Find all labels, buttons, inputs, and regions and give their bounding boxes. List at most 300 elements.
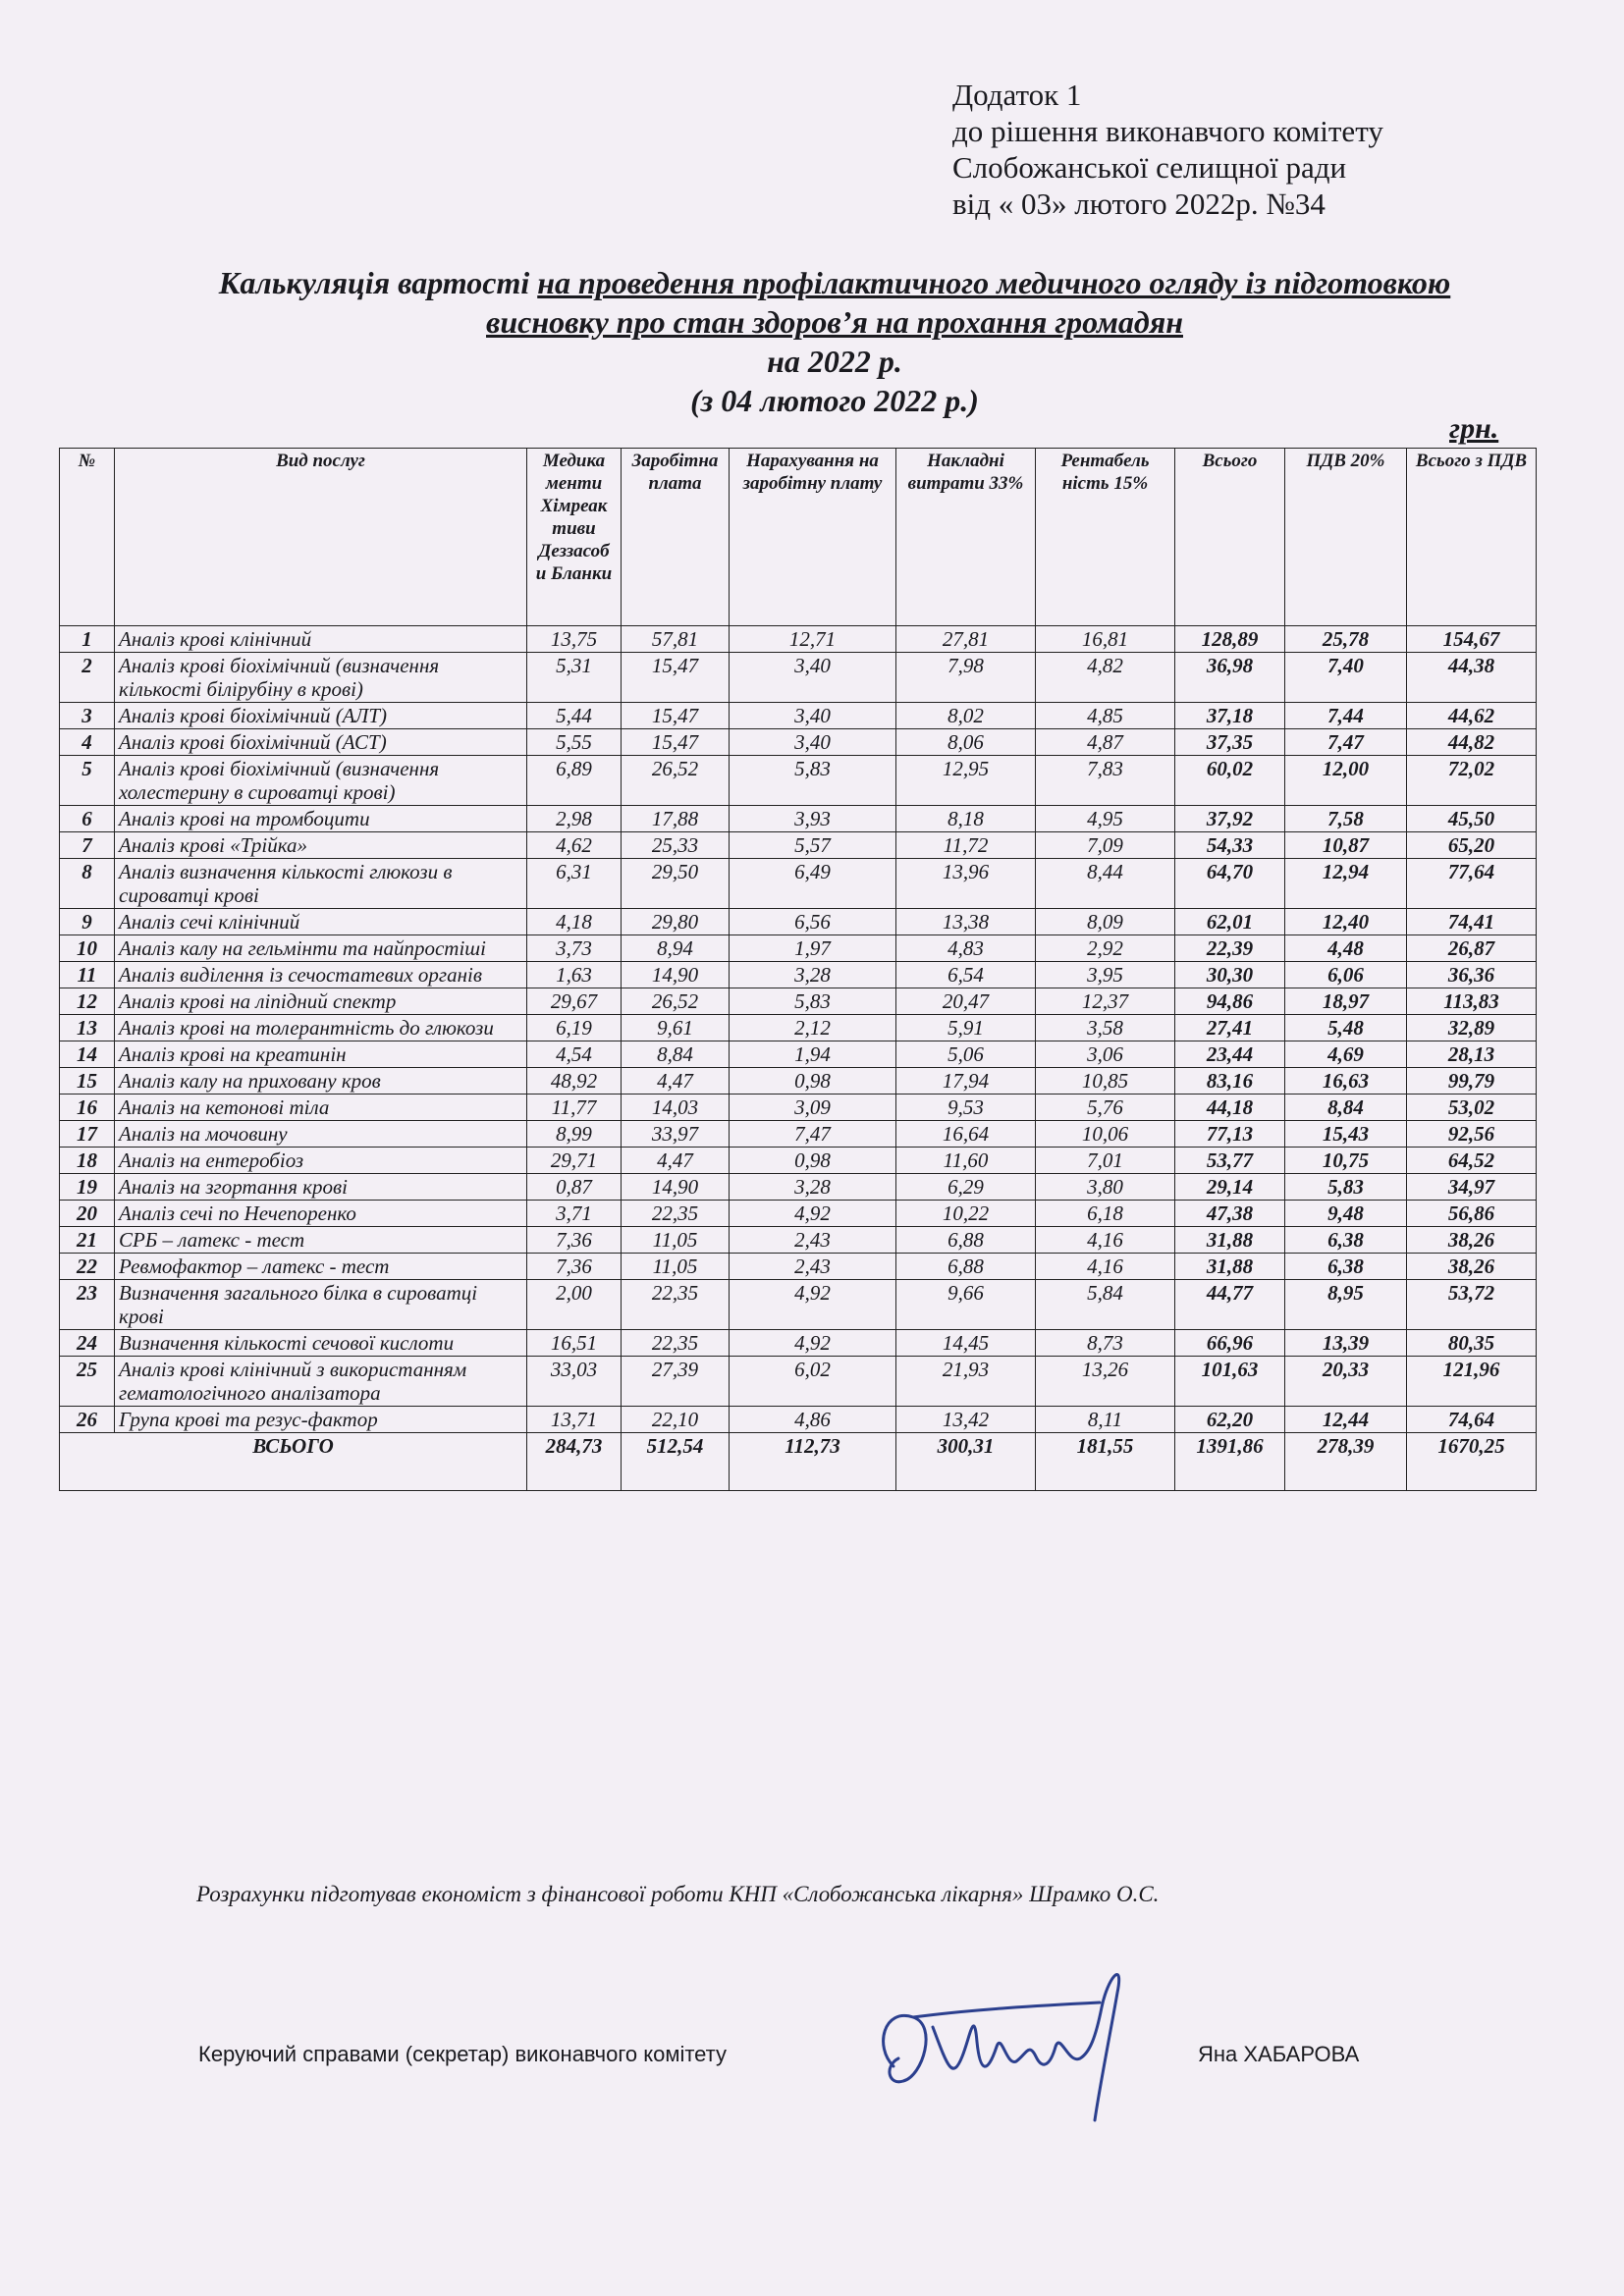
row-number: 14	[60, 1041, 115, 1068]
row-vat: 9,48	[1285, 1201, 1407, 1227]
row-service: Аналіз на ентеробіоз	[115, 1148, 527, 1174]
row-salary: 29,80	[622, 909, 730, 935]
title-year: на 2022 р.	[767, 344, 902, 379]
annex-line-4: від « 03» лютого 2022р. №34	[952, 187, 1326, 221]
row-total-vat: 38,26	[1407, 1254, 1537, 1280]
row-number: 12	[60, 988, 115, 1015]
row-meds: 16,51	[527, 1330, 622, 1357]
row-overhead: 17,94	[896, 1068, 1036, 1095]
table-row	[60, 1227, 1537, 1254]
row-number: 21	[60, 1227, 115, 1254]
row-meds: 6,89	[527, 756, 622, 806]
row-profit: 3,80	[1036, 1174, 1175, 1201]
row-service: Аналіз крові біохімічний (АСТ)	[115, 729, 527, 756]
row-meds: 2,98	[527, 806, 622, 832]
row-overhead: 13,96	[896, 859, 1036, 909]
row-meds: 7,36	[527, 1254, 622, 1280]
row-number: 4	[60, 729, 115, 756]
row-service: Аналіз калу на приховану кров	[115, 1068, 527, 1095]
row-overhead: 20,47	[896, 988, 1036, 1015]
row-vat: 6,06	[1285, 962, 1407, 988]
row-meds: 2,00	[527, 1280, 622, 1330]
row-salary: 11,05	[622, 1227, 730, 1254]
row-service: Аналіз виділення із сечостатевих органів	[115, 962, 527, 988]
row-number: 1	[60, 626, 115, 653]
row-profit: 3,06	[1036, 1041, 1175, 1068]
row-overhead: 27,81	[896, 626, 1036, 653]
table-row	[60, 626, 1537, 653]
row-accrual: 3,09	[730, 1095, 896, 1121]
row-total-vat: 34,97	[1407, 1174, 1537, 1201]
row-meds: 1,63	[527, 962, 622, 988]
row-number: 6	[60, 806, 115, 832]
row-accrual: 1,94	[730, 1041, 896, 1068]
table-row	[60, 806, 1537, 832]
row-overhead: 11,60	[896, 1148, 1036, 1174]
header-total: Всього	[1175, 449, 1285, 626]
row-salary: 57,81	[622, 626, 730, 653]
row-accrual: 4,92	[730, 1280, 896, 1330]
signatory-role: Керуючий справами (секретар) виконавчого комітету	[198, 2042, 727, 2066]
row-meds: 3,73	[527, 935, 622, 962]
row-total-vat: 99,79	[1407, 1068, 1537, 1095]
row-salary: 15,47	[622, 653, 730, 703]
table-row	[60, 1095, 1537, 1121]
row-total-vat: 28,13	[1407, 1041, 1537, 1068]
title-prefix: Калькуляція вартості	[218, 265, 538, 300]
row-service: Аналіз крові «Трійка»	[115, 832, 527, 859]
row-service: Аналіз на кетонові тіла	[115, 1095, 527, 1121]
currency-label: грн.	[1449, 412, 1499, 445]
header-profit: Рентабель ність 15%	[1036, 449, 1175, 626]
table-row	[60, 988, 1537, 1015]
row-vat: 7,44	[1285, 703, 1407, 729]
row-vat: 16,63	[1285, 1068, 1407, 1095]
row-vat: 5,83	[1285, 1174, 1407, 1201]
row-total: 62,20	[1175, 1407, 1285, 1433]
row-accrual: 6,02	[730, 1357, 896, 1407]
signatory-name: Яна ХАБАРОВА	[1198, 2042, 1360, 2066]
row-overhead: 6,88	[896, 1227, 1036, 1254]
row-vat: 8,84	[1285, 1095, 1407, 1121]
row-meds: 29,67	[527, 988, 622, 1015]
header-salary: Заробітна плата	[622, 449, 730, 626]
row-total: 83,16	[1175, 1068, 1285, 1095]
row-vat: 20,33	[1285, 1357, 1407, 1407]
table-row	[60, 1330, 1537, 1357]
table-row	[60, 1148, 1537, 1174]
row-number: 11	[60, 962, 115, 988]
row-service: Ревмофактор – латекс - тест	[115, 1254, 527, 1280]
header-service: Вид послуг	[115, 449, 527, 626]
row-vat: 5,48	[1285, 1015, 1407, 1041]
row-accrual: 4,86	[730, 1407, 896, 1433]
table-row	[60, 859, 1537, 909]
row-service: Аналіз на згортання крові	[115, 1174, 527, 1201]
row-service: Аналіз крові клінічний	[115, 626, 527, 653]
row-accrual: 5,83	[730, 756, 896, 806]
row-service: Аналіз калу на гельмінти та найпростіші	[115, 935, 527, 962]
document-title	[147, 263, 1522, 420]
row-accrual: 3,40	[730, 729, 896, 756]
row-salary: 8,94	[622, 935, 730, 962]
totals-row	[60, 1433, 1537, 1491]
row-accrual: 6,56	[730, 909, 896, 935]
row-salary: 14,03	[622, 1095, 730, 1121]
row-profit: 2,92	[1036, 935, 1175, 962]
row-salary: 26,52	[622, 756, 730, 806]
row-total-vat: 65,20	[1407, 832, 1537, 859]
row-salary: 14,90	[622, 962, 730, 988]
row-number: 15	[60, 1068, 115, 1095]
table-header-row	[60, 449, 1537, 626]
row-total: 94,86	[1175, 988, 1285, 1015]
row-total-vat: 121,96	[1407, 1357, 1537, 1407]
header-no: №	[60, 449, 115, 626]
row-total: 31,88	[1175, 1254, 1285, 1280]
row-accrual: 5,83	[730, 988, 896, 1015]
table-row	[60, 703, 1537, 729]
row-number: 20	[60, 1201, 115, 1227]
row-total-vat: 64,52	[1407, 1148, 1537, 1174]
row-total-vat: 113,83	[1407, 988, 1537, 1015]
row-total: 62,01	[1175, 909, 1285, 935]
row-number: 26	[60, 1407, 115, 1433]
header-overhead: Накладні витрати 33%	[896, 449, 1036, 626]
row-service: Аналіз крові клінічний з використанням гематологічного аналізатора	[115, 1357, 527, 1407]
row-profit: 10,85	[1036, 1068, 1175, 1095]
row-profit: 4,16	[1036, 1254, 1175, 1280]
totals-profit: 181,55	[1036, 1433, 1175, 1491]
row-total-vat: 77,64	[1407, 859, 1537, 909]
row-accrual: 2,43	[730, 1254, 896, 1280]
table-row	[60, 1121, 1537, 1148]
table-row	[60, 1201, 1537, 1227]
row-meds: 6,19	[527, 1015, 622, 1041]
row-total-vat: 45,50	[1407, 806, 1537, 832]
title-date: (з 04 лютого 2022 р.)	[690, 383, 979, 418]
row-overhead: 14,45	[896, 1330, 1036, 1357]
row-total-vat: 53,72	[1407, 1280, 1537, 1330]
row-number: 18	[60, 1148, 115, 1174]
row-vat: 7,47	[1285, 729, 1407, 756]
table-row	[60, 653, 1537, 703]
row-accrual: 3,40	[730, 653, 896, 703]
row-service: Аналіз крові на ліпідний спектр	[115, 988, 527, 1015]
row-profit: 4,87	[1036, 729, 1175, 756]
row-profit: 8,44	[1036, 859, 1175, 909]
row-accrual: 3,28	[730, 1174, 896, 1201]
row-service: Аналіз сечі по Нечепоренко	[115, 1201, 527, 1227]
row-meds: 3,71	[527, 1201, 622, 1227]
row-profit: 12,37	[1036, 988, 1175, 1015]
row-accrual: 2,12	[730, 1015, 896, 1041]
row-vat: 12,40	[1285, 909, 1407, 935]
row-total: 30,30	[1175, 962, 1285, 988]
row-number: 23	[60, 1280, 115, 1330]
row-total: 44,77	[1175, 1280, 1285, 1330]
row-vat: 8,95	[1285, 1280, 1407, 1330]
totals-total: 1391,86	[1175, 1433, 1285, 1491]
row-vat: 6,38	[1285, 1254, 1407, 1280]
row-number: 10	[60, 935, 115, 962]
row-meds: 5,55	[527, 729, 622, 756]
row-profit: 3,58	[1036, 1015, 1175, 1041]
row-total: 66,96	[1175, 1330, 1285, 1357]
row-accrual: 4,92	[730, 1201, 896, 1227]
row-vat: 7,58	[1285, 806, 1407, 832]
row-accrual: 2,43	[730, 1227, 896, 1254]
row-overhead: 4,83	[896, 935, 1036, 962]
row-salary: 22,35	[622, 1201, 730, 1227]
row-meds: 4,18	[527, 909, 622, 935]
row-profit: 4,82	[1036, 653, 1175, 703]
row-salary: 22,10	[622, 1407, 730, 1433]
row-overhead: 9,53	[896, 1095, 1036, 1121]
row-service: Аналіз крові на креатинін	[115, 1041, 527, 1068]
row-profit: 13,26	[1036, 1357, 1175, 1407]
row-meds: 11,77	[527, 1095, 622, 1121]
row-total-vat: 38,26	[1407, 1227, 1537, 1254]
row-total: 36,98	[1175, 653, 1285, 703]
row-total: 44,18	[1175, 1095, 1285, 1121]
table-row	[60, 756, 1537, 806]
row-overhead: 6,88	[896, 1254, 1036, 1280]
row-number: 3	[60, 703, 115, 729]
row-service: Визначення кількості сечової кислоти	[115, 1330, 527, 1357]
row-profit: 8,09	[1036, 909, 1175, 935]
row-total: 37,92	[1175, 806, 1285, 832]
totals-salary: 512,54	[622, 1433, 730, 1491]
row-total: 47,38	[1175, 1201, 1285, 1227]
row-total-vat: 44,62	[1407, 703, 1537, 729]
row-total: 31,88	[1175, 1227, 1285, 1254]
table-row	[60, 729, 1537, 756]
annex-line-3: Слобожанської селищної ради	[952, 150, 1347, 185]
row-salary: 25,33	[622, 832, 730, 859]
row-number: 19	[60, 1174, 115, 1201]
table-row	[60, 1174, 1537, 1201]
row-service: Аналіз сечі клінічний	[115, 909, 527, 935]
totals-vat: 278,39	[1285, 1433, 1407, 1491]
totals-meds: 284,73	[527, 1433, 622, 1491]
row-accrual: 1,97	[730, 935, 896, 962]
row-number: 2	[60, 653, 115, 703]
row-profit: 4,16	[1036, 1227, 1175, 1254]
row-total: 54,33	[1175, 832, 1285, 859]
row-meds: 5,31	[527, 653, 622, 703]
row-service: Аналіз крові біохімічний (визначення кількості білірубіну в крові)	[115, 653, 527, 703]
row-overhead: 8,06	[896, 729, 1036, 756]
row-total-vat: 26,87	[1407, 935, 1537, 962]
row-accrual: 3,40	[730, 703, 896, 729]
row-meds: 4,54	[527, 1041, 622, 1068]
row-profit: 7,83	[1036, 756, 1175, 806]
row-meds: 8,99	[527, 1121, 622, 1148]
table-row	[60, 962, 1537, 988]
row-overhead: 5,06	[896, 1041, 1036, 1068]
row-total-vat: 74,41	[1407, 909, 1537, 935]
row-salary: 29,50	[622, 859, 730, 909]
table-row	[60, 1357, 1537, 1407]
table-row	[60, 935, 1537, 962]
row-overhead: 21,93	[896, 1357, 1036, 1407]
row-overhead: 16,64	[896, 1121, 1036, 1148]
row-total-vat: 56,86	[1407, 1201, 1537, 1227]
row-service: СРБ – латекс - тест	[115, 1227, 527, 1254]
row-salary: 15,47	[622, 729, 730, 756]
row-service: Визначення загального білка в сироватці крові	[115, 1280, 527, 1330]
row-vat: 10,87	[1285, 832, 1407, 859]
row-salary: 4,47	[622, 1068, 730, 1095]
row-overhead: 9,66	[896, 1280, 1036, 1330]
row-overhead: 10,22	[896, 1201, 1036, 1227]
row-profit: 7,01	[1036, 1148, 1175, 1174]
header-vat: ПДВ 20%	[1285, 449, 1407, 626]
row-profit: 4,95	[1036, 806, 1175, 832]
row-overhead: 6,54	[896, 962, 1036, 988]
calculation-table	[59, 448, 1537, 1491]
row-accrual: 0,98	[730, 1148, 896, 1174]
row-vat: 7,40	[1285, 653, 1407, 703]
row-service: Аналіз визначення кількості глюкози в сироватці крові	[115, 859, 527, 909]
row-salary: 14,90	[622, 1174, 730, 1201]
row-number: 24	[60, 1330, 115, 1357]
row-salary: 22,35	[622, 1280, 730, 1330]
row-overhead: 13,42	[896, 1407, 1036, 1433]
row-total-vat: 44,82	[1407, 729, 1537, 756]
row-meds: 33,03	[527, 1357, 622, 1407]
row-total-vat: 32,89	[1407, 1015, 1537, 1041]
row-meds: 48,92	[527, 1068, 622, 1095]
table-row	[60, 1041, 1537, 1068]
row-total: 101,63	[1175, 1357, 1285, 1407]
row-number: 17	[60, 1121, 115, 1148]
row-number: 22	[60, 1254, 115, 1280]
row-service: Аналіз на мочовину	[115, 1121, 527, 1148]
row-salary: 8,84	[622, 1041, 730, 1068]
row-total-vat: 92,56	[1407, 1121, 1537, 1148]
row-overhead: 11,72	[896, 832, 1036, 859]
row-overhead: 7,98	[896, 653, 1036, 703]
row-meds: 5,44	[527, 703, 622, 729]
annex-line-2: до рішення виконавчого комітету	[952, 114, 1383, 148]
row-profit: 7,09	[1036, 832, 1175, 859]
row-profit: 8,11	[1036, 1407, 1175, 1433]
row-vat: 12,94	[1285, 859, 1407, 909]
header-accrual: Нарахування на заробітну плату	[730, 449, 896, 626]
row-salary: 22,35	[622, 1330, 730, 1357]
table-row	[60, 1254, 1537, 1280]
row-overhead: 5,91	[896, 1015, 1036, 1041]
row-meds: 13,75	[527, 626, 622, 653]
row-meds: 13,71	[527, 1407, 622, 1433]
table-body	[60, 626, 1537, 1433]
annex-line-1: Додаток 1	[952, 78, 1082, 112]
row-accrual: 6,49	[730, 859, 896, 909]
row-vat: 6,38	[1285, 1227, 1407, 1254]
row-profit: 5,84	[1036, 1280, 1175, 1330]
row-accrual: 3,28	[730, 962, 896, 988]
title-underlined-1: на проведення профілактичного медичного огляду із підготовкою	[537, 265, 1451, 300]
table-row	[60, 1068, 1537, 1095]
row-service: Група крові та резус-фактор	[115, 1407, 527, 1433]
row-meds: 7,36	[527, 1227, 622, 1254]
row-salary: 33,97	[622, 1121, 730, 1148]
row-vat: 13,39	[1285, 1330, 1407, 1357]
row-total-vat: 53,02	[1407, 1095, 1537, 1121]
row-number: 8	[60, 859, 115, 909]
row-total: 27,41	[1175, 1015, 1285, 1041]
row-total-vat: 36,36	[1407, 962, 1537, 988]
row-accrual: 3,93	[730, 806, 896, 832]
row-vat: 25,78	[1285, 626, 1407, 653]
row-profit: 8,73	[1036, 1330, 1175, 1357]
row-vat: 12,44	[1285, 1407, 1407, 1433]
row-service: Аналіз крові на тромбоцити	[115, 806, 527, 832]
row-vat: 18,97	[1285, 988, 1407, 1015]
row-salary: 4,47	[622, 1148, 730, 1174]
row-accrual: 12,71	[730, 626, 896, 653]
row-vat: 12,00	[1285, 756, 1407, 806]
totals-accrual: 112,73	[730, 1433, 896, 1491]
row-service: Аналіз крові на толерантність до глюкози	[115, 1015, 527, 1041]
row-total: 77,13	[1175, 1121, 1285, 1148]
table-row	[60, 909, 1537, 935]
prepared-by-note: Розрахунки підготував економіст з фінансової роботи КНП «Слобожанська лікарня» Шрамко О.С.	[196, 1882, 1160, 1906]
totals-label: ВСЬОГО	[60, 1433, 527, 1491]
row-profit: 16,81	[1036, 626, 1175, 653]
row-total: 37,18	[1175, 703, 1285, 729]
row-overhead: 12,95	[896, 756, 1036, 806]
row-number: 5	[60, 756, 115, 806]
row-meds: 4,62	[527, 832, 622, 859]
row-total-vat: 44,38	[1407, 653, 1537, 703]
row-salary: 27,39	[622, 1357, 730, 1407]
row-total: 29,14	[1175, 1174, 1285, 1201]
totals-total-vat: 1670,25	[1407, 1433, 1537, 1491]
handwritten-signature	[854, 1949, 1168, 2135]
row-profit: 4,85	[1036, 703, 1175, 729]
row-number: 25	[60, 1357, 115, 1407]
row-number: 7	[60, 832, 115, 859]
row-meds: 0,87	[527, 1174, 622, 1201]
row-total-vat: 72,02	[1407, 756, 1537, 806]
row-number: 9	[60, 909, 115, 935]
row-salary: 26,52	[622, 988, 730, 1015]
row-vat: 4,48	[1285, 935, 1407, 962]
table-row	[60, 1280, 1537, 1330]
row-total: 60,02	[1175, 756, 1285, 806]
row-salary: 15,47	[622, 703, 730, 729]
table-row	[60, 832, 1537, 859]
row-salary: 11,05	[622, 1254, 730, 1280]
row-vat: 10,75	[1285, 1148, 1407, 1174]
row-total: 23,44	[1175, 1041, 1285, 1068]
row-total: 64,70	[1175, 859, 1285, 909]
row-total-vat: 154,67	[1407, 626, 1537, 653]
row-profit: 10,06	[1036, 1121, 1175, 1148]
row-total-vat: 80,35	[1407, 1330, 1537, 1357]
row-accrual: 5,57	[730, 832, 896, 859]
row-service: Аналіз крові біохімічний (АЛТ)	[115, 703, 527, 729]
row-total-vat: 74,64	[1407, 1407, 1537, 1433]
row-overhead: 8,02	[896, 703, 1036, 729]
table-row	[60, 1407, 1537, 1433]
row-accrual: 7,47	[730, 1121, 896, 1148]
row-total: 128,89	[1175, 626, 1285, 653]
row-salary: 9,61	[622, 1015, 730, 1041]
